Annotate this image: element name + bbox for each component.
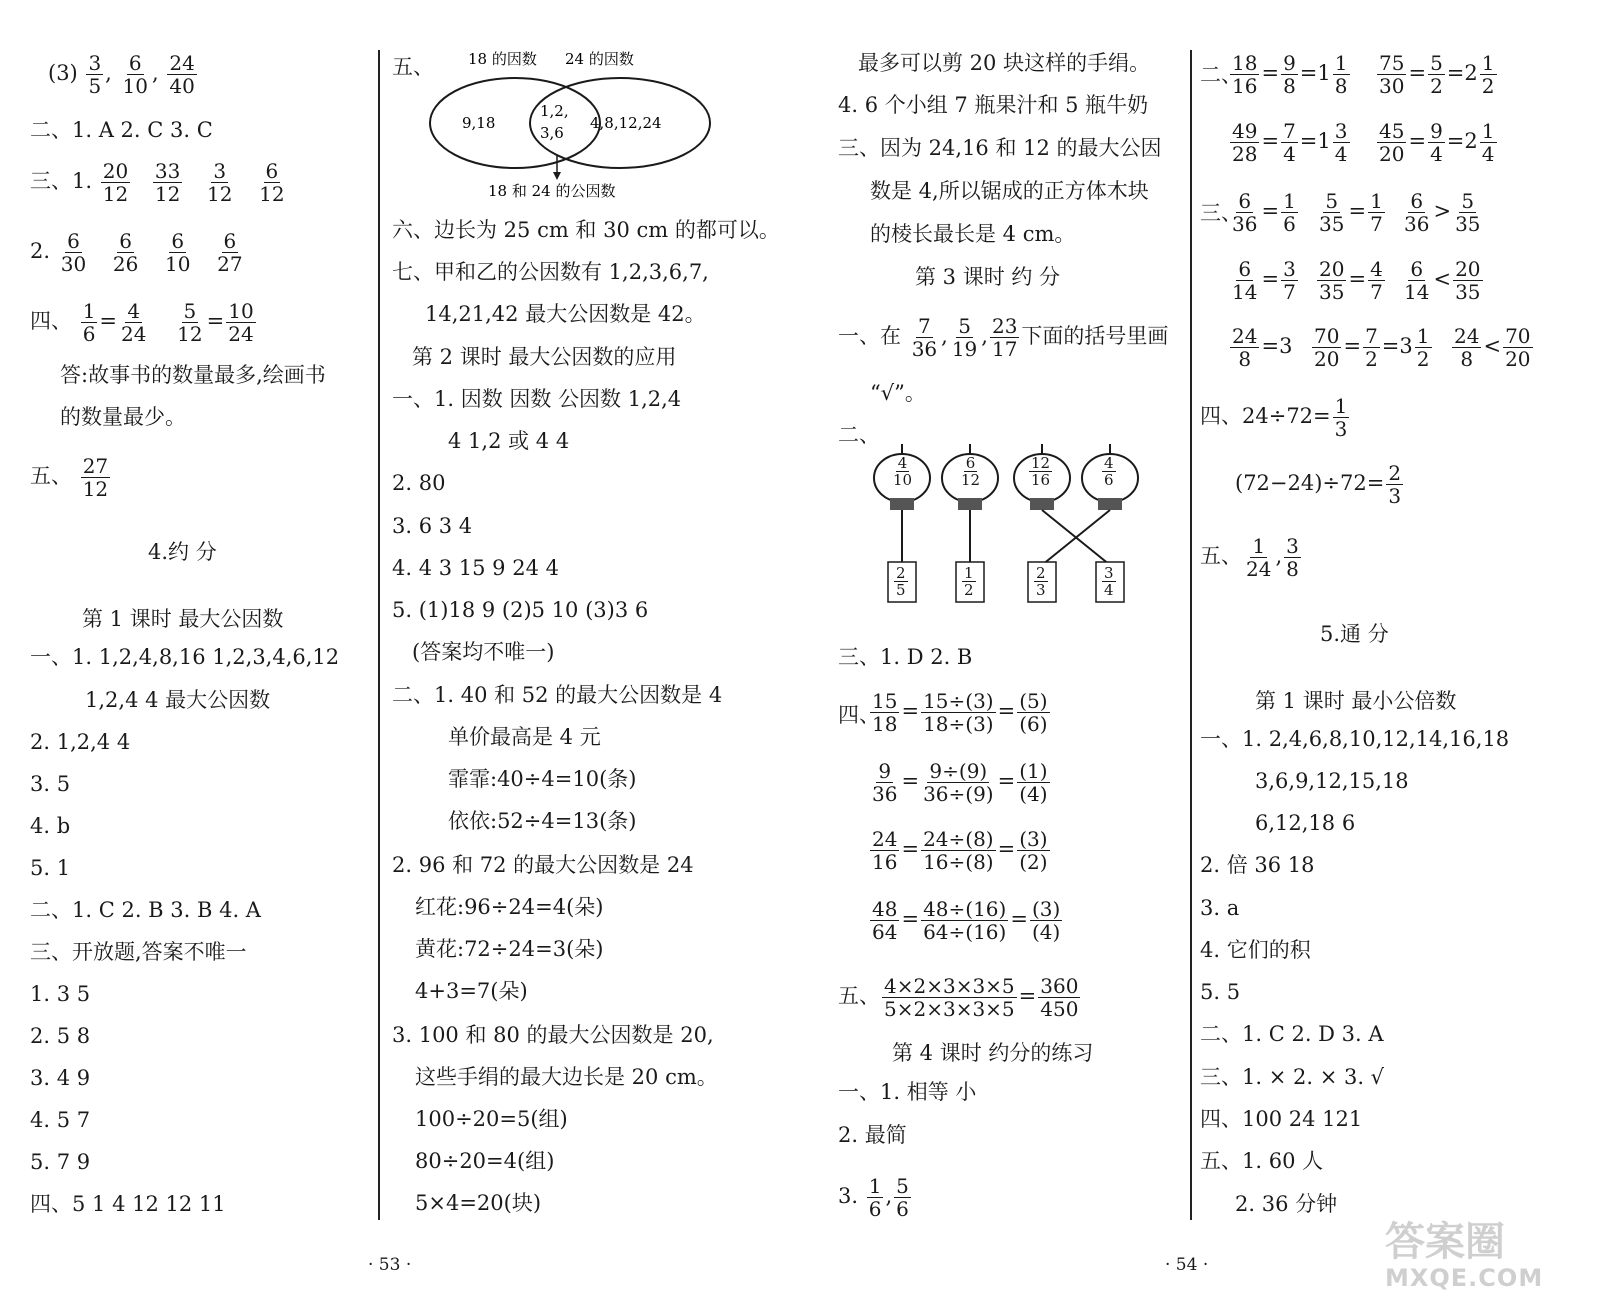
fraction: $\frac{5}{35}$ (1455, 189, 1481, 236)
fraction: $\frac{1}{7}$ (1370, 189, 1383, 236)
lantern-fraction: $\frac{4}{10}$ (893, 454, 913, 489)
answer-line: 4. b (30, 814, 71, 838)
fraction: $\frac{3}{4}$ (1334, 119, 1348, 166)
reduce-equation: $\frac{48}{64}$ = $\frac{48\div(16)}{64\div(16)}$ = $\frac{(3)}{(4)}$ (872, 897, 1061, 944)
fraction: $\frac{6}{12}$ (259, 159, 285, 206)
lesson-heading: 第 3 课时 约 分 (915, 265, 1061, 289)
answer-line: 2. 80 (392, 471, 446, 495)
fraction: $\frac{1}{4}$ (1481, 119, 1495, 166)
fraction: $\frac{5}{19}$ (951, 314, 978, 361)
answer-line: 四、 $\frac{1}{6}$ = $\frac{4}{24}$ $\frac{5}{12}$ = $\frac{10}{24}$ (30, 299, 254, 346)
answer-line: 二、 (1200, 63, 1242, 87)
fraction: $\frac{9}{4}$ (1430, 119, 1443, 166)
answer-line: 4. 4 3 15 9 24 4 (392, 556, 559, 580)
fraction: $\frac{4}{24}$ (121, 299, 147, 346)
fraction: $\frac{5}{35}$ (1319, 189, 1345, 236)
fraction: $\frac{1}{6}$ (868, 1174, 882, 1221)
fraction: $\frac{27}{12}$ (82, 454, 109, 501)
fraction: $\frac{6}{26}$ (112, 229, 139, 276)
reduce-equation: $\frac{15}{18}$ = $\frac{15\div(3)}{18\div(3)}$ = $\frac{(5)}{(6)}$ (872, 689, 1048, 736)
section-heading: 4.约 分 (148, 540, 217, 564)
page-number-left: · 53 · (368, 1255, 412, 1275)
answer-line: 五、1. 60 人 (1200, 1149, 1324, 1173)
answer-line: 五、 $\frac{4\times 2\times 3\times 3\times 5}{5\times 2\times 3\times 3\times 5}$ = $\frac{360}{450}$ (838, 974, 1079, 1021)
answer-line: 80÷20=4(组) (415, 1149, 555, 1173)
fraction: $\frac{9}{36}$ (872, 759, 898, 806)
fraction-equation: $\frac{70}{20}$ = $\frac{7}{2}$ =3 $\frac{1}{2}$ (1314, 324, 1430, 371)
fraction: $\frac{7}{2}$ (1365, 324, 1378, 371)
fraction: $\frac{1}{8}$ (1334, 51, 1348, 98)
answer-line: 2. $\frac{6}{30}$ $\frac{6}{26}$ $\frac{6}{10}$ $\frac{6}{27}$ (30, 229, 243, 276)
answer-line: 4. 5 7 (30, 1108, 91, 1132)
answer-line: 单价最高是 4 元 (448, 725, 601, 749)
answer-line: 4+3=7(朵) (415, 979, 528, 1003)
answer-line: 一、1. 相等 小 (838, 1080, 977, 1104)
fraction: $\frac{70}{20}$ (1314, 324, 1340, 371)
box-fraction: $\frac{2}{3}$ (1036, 564, 1046, 599)
fraction: $\frac{24}{8}$ (1232, 324, 1258, 371)
answer-line: 四、100 24 121 (1200, 1107, 1363, 1131)
answer-line: 4 1,2 或 4 4 (448, 429, 570, 453)
fraction: $\frac{1}{6}$ (82, 299, 96, 346)
fraction: $\frac{45}{20}$ (1379, 119, 1405, 166)
fraction: $\frac{7}{36}$ (911, 314, 938, 361)
answer-line: 4. 它们的积 (1200, 938, 1311, 962)
fraction-compare: $\frac{6}{14}$ < $\frac{20}{35}$ (1404, 257, 1481, 304)
fraction: $\frac{20}{12}$ (102, 159, 129, 206)
fraction: $\frac{4\times 2\times 3\times 3\times 5}{5\times 2\times 3\times 3\times 5}$ (884, 974, 1015, 1021)
answer-line: 2. 倍 36 18 (1200, 853, 1315, 877)
fraction-compare: $\frac{6}{36}$ = $\frac{1}{6}$ (1232, 189, 1296, 236)
lesson-heading: 第 1 课时 最大公因数 (82, 607, 284, 631)
answer-line: 3. 6 3 4 (392, 514, 473, 538)
fraction: $\frac{5}{2}$ (1430, 51, 1443, 98)
answer-line: “√”。 (870, 381, 926, 405)
fraction-equation: $\frac{18}{16}$ = $\frac{9}{8}$ =1 $\frac{1}{8}$ (1232, 51, 1348, 98)
answer-line: 五、 $\frac{1}{24}$ , $\frac{3}{8}$ (1200, 534, 1299, 581)
watermark-logo: 答案圈 MXQE.COM (1385, 1219, 1544, 1292)
fraction: $\frac{15}{18}$ (872, 689, 898, 736)
answer-line: 5. 1 (30, 856, 71, 880)
fraction-compare: $\frac{6}{14}$ = $\frac{3}{7}$ (1232, 257, 1296, 304)
fraction: $\frac{23}{17}$ (991, 314, 1018, 361)
fraction-equation: $\frac{75}{30}$ = $\frac{5}{2}$ =2 $\frac{1}{2}$ (1379, 51, 1495, 98)
fraction: $\frac{1}{2}$ (1416, 324, 1430, 371)
fraction: $\frac{75}{30}$ (1379, 51, 1405, 98)
answer-line: 2. 1,2,4 4 (30, 730, 131, 754)
fraction: $\frac{9}{8}$ (1283, 51, 1296, 98)
answer-line: 数是 4,所以锯成的正方体木块 (870, 179, 1149, 203)
answer-line: 一、1. 2,4,6,8,10,12,14,16,18 (1200, 727, 1510, 751)
fraction: $\frac{6}{10}$ (165, 229, 191, 276)
fraction: $\frac{1}{24}$ (1246, 534, 1272, 581)
answer-line: 4. 6 个小组 7 瓶果汁和 5 瓶牛奶 (838, 93, 1149, 117)
section-heading: 5.通 分 (1320, 622, 1389, 646)
fraction: $\frac{10}{24}$ (228, 299, 254, 346)
answer-line: 5. 5 (1200, 980, 1241, 1004)
fraction: $\frac{6}{36}$ (1404, 189, 1430, 236)
answer-line: 一、1. 1,2,4,8,16 1,2,3,4,6,12 (30, 645, 340, 669)
answer-line: 3. $\frac{1}{6}$ , $\frac{5}{6}$ (838, 1174, 909, 1221)
box-fraction: $\frac{2}{5}$ (896, 564, 906, 599)
answer-line: 二、 (838, 423, 880, 447)
venn-label-right: 24 的因数 (565, 50, 634, 68)
answer-line: 五、 $\frac{27}{12}$ (30, 454, 109, 501)
answer-line: 2. 最简 (838, 1123, 907, 1147)
answer-line: 依依:52÷4=13(条) (448, 809, 637, 833)
fraction: $\frac{24}{40}$ (169, 51, 195, 98)
answer-line: 2. 5 8 (30, 1024, 91, 1048)
fraction: $\frac{1}{2}$ (1481, 51, 1495, 98)
lesson-heading: 第 4 课时 约分的练习 (892, 1041, 1094, 1065)
answer-line: 三、 (1200, 201, 1242, 225)
fraction: $\frac{6}{14}$ (1232, 257, 1258, 304)
fraction: $\frac{18}{16}$ (1232, 51, 1258, 98)
answer-line: (3) $\frac{3}{5}$ , $\frac{6}{10}$ , $\frac{24}{40}$ (48, 51, 195, 98)
fraction-compare: $\frac{20}{35}$ = $\frac{4}{7}$ (1319, 257, 1383, 304)
answer-line: 2. 96 和 72 的最大公因数是 24 (392, 853, 694, 877)
fraction: $\frac{3}{8}$ (1286, 534, 1299, 581)
fraction: $\frac{9\div(9)}{36\div(9)}$ (923, 759, 994, 806)
fraction-equation: $\frac{45}{20}$ = $\frac{9}{4}$ =2 $\frac{1}{4}$ (1379, 119, 1495, 166)
reduce-equation: $\frac{24}{16}$ = $\frac{24\div(8)}{16\div(8)}$ = $\frac{(3)}{(2)}$ (872, 827, 1048, 874)
fraction: $\frac{20}{35}$ (1455, 257, 1481, 304)
fraction: $\frac{5}{6}$ (896, 1174, 909, 1221)
fraction-equation: $\frac{24}{8}$ =3 (1232, 324, 1293, 371)
answer-line: 5. (1)18 9 (2)5 10 (3)3 6 (392, 598, 649, 622)
fraction: $\frac{3}{12}$ (207, 159, 233, 206)
fraction: $\frac{5}{12}$ (177, 299, 203, 346)
fraction: $\frac{70}{20}$ (1505, 324, 1531, 371)
fraction: $\frac{6}{30}$ (60, 229, 87, 276)
fraction: $\frac{1}{6}$ (1283, 189, 1296, 236)
answer-line: 最多可以剪 20 块这样的手绢。 (858, 51, 1151, 75)
fraction: $\frac{4}{7}$ (1370, 257, 1383, 304)
answer-line: 三、1. × 2. × 3. √ (1200, 1065, 1385, 1089)
answer-line: 3. a (1200, 896, 1240, 920)
answer-line: 3. 100 和 80 的最大公因数是 20, (392, 1023, 714, 1047)
fraction-equation: $\frac{49}{28}$ = $\frac{7}{4}$ =1 $\frac{3}{4}$ (1232, 119, 1348, 166)
answer-line: (72−24)÷72= $\frac{2}{3}$ (1235, 461, 1402, 508)
fraction: $\frac{(1)}{(4)}$ (1019, 759, 1048, 806)
lesson-heading: 第 1 课时 最小公倍数 (1255, 689, 1457, 713)
answer-line: 四、24÷72= $\frac{1}{3}$ (1200, 394, 1348, 441)
venn-left-circle (430, 78, 600, 168)
fraction: $\frac{7}{4}$ (1283, 119, 1296, 166)
answer-line: 红花:96÷24=4(朵) (415, 895, 604, 919)
venn-diagram (420, 46, 720, 206)
answer-line: 霏霏:40÷4=10(条) (448, 767, 637, 791)
answer-line: 2. 36 分钟 (1235, 1192, 1338, 1216)
fraction: $\frac{49}{28}$ (1232, 119, 1258, 166)
answer-line: 五、 (392, 55, 434, 79)
fraction: $\frac{360}{450}$ (1040, 974, 1079, 1021)
venn-mid-values: 3,6 (540, 124, 564, 142)
answer-line: 100÷20=5(组) (415, 1107, 568, 1131)
answer-line: 5×4=20(块) (415, 1191, 542, 1215)
fraction: $\frac{6}{14}$ (1404, 257, 1430, 304)
venn-right-values: 4,8,12,24 (590, 114, 662, 132)
fraction-compare: $\frac{5}{35}$ = $\frac{1}{7}$ (1319, 189, 1383, 236)
fraction: $\frac{(3)}{(2)}$ (1019, 827, 1048, 874)
box-fraction: $\frac{1}{2}$ (964, 564, 974, 599)
answer-line: (答案均不唯一) (412, 640, 555, 664)
column-divider (1190, 50, 1192, 1220)
page-number-right: · 54 · (1165, 1255, 1209, 1275)
answer-line: 二、1. C 2. B 3. B 4. A (30, 898, 261, 922)
venn-label-left: 18 的因数 (468, 50, 537, 68)
fraction: $\frac{3}{7}$ (1283, 257, 1296, 304)
answer-line: 三、1. D 2. B (838, 645, 973, 669)
fraction: $\frac{15\div(3)}{18\div(3)}$ (923, 689, 994, 736)
answer-line: 二、1. C 2. D 3. A (1200, 1022, 1384, 1046)
lantern-icon (1042, 444, 1138, 565)
fraction: $\frac{3}{5}$ (88, 51, 102, 98)
answer-line: 一、1. 因数 因数 公因数 1,2,4 (392, 387, 682, 411)
answer-line: 5. 7 9 (30, 1150, 91, 1174)
fraction: $\frac{6}{36}$ (1232, 189, 1258, 236)
venn-label-bottom: 18 和 24 的公因数 (488, 182, 616, 200)
answer-line: 3. 4 9 (30, 1066, 91, 1090)
column-divider (378, 50, 380, 1220)
answer-line: 七、甲和乙的公因数有 1,2,3,6,7, (392, 260, 709, 284)
reduce-equation: $\frac{9}{36}$ = $\frac{9\div(9)}{36\div(9)}$ = $\frac{(1)}{(4)}$ (872, 759, 1048, 806)
answer-line: 一、在 $\frac{7}{36}$ , $\frac{5}{19}$ , $\frac{23}{17}$ 下面的括号里画 (838, 314, 1169, 361)
answer-line: 1. 3 5 (30, 982, 91, 1006)
answer-line: 三、1. $\frac{20}{12}$ $\frac{33}{12}$ $\frac{3}{12}$ $\frac{6}{12}$ (30, 159, 285, 206)
answer-line: 3. 5 (30, 772, 71, 796)
answer-line: 14,21,42 最大公因数是 42。 (425, 302, 706, 326)
answer-line: 的棱长最长是 4 cm。 (870, 222, 1076, 246)
fraction-compare: $\frac{24}{8}$ < $\frac{70}{20}$ (1454, 324, 1531, 371)
answer-line: 3,6,9,12,15,18 (1255, 769, 1409, 793)
fraction: $\frac{33}{12}$ (154, 159, 181, 206)
fraction: $\frac{(5)}{(6)}$ (1019, 689, 1048, 736)
fraction: $\frac{48}{64}$ (872, 897, 898, 944)
answer-line: 这些手绢的最大边长是 20 cm。 (415, 1065, 718, 1089)
answer-line: 三、开放题,答案不唯一 (30, 940, 247, 964)
venn-left-values: 9,18 (462, 114, 496, 132)
answer-line: 四、5 1 4 12 12 11 (30, 1192, 226, 1216)
venn-mid-values: 1,2, (540, 102, 569, 120)
fraction: $\frac{6}{27}$ (217, 229, 243, 276)
arrow-head-icon (553, 172, 561, 180)
answer-line: 6,12,18 6 (1255, 811, 1356, 835)
fraction: $\frac{24\div(8)}{16\div(8)}$ (923, 827, 994, 874)
answer-line: 六、边长为 25 cm 和 30 cm 的都可以。 (392, 218, 780, 242)
answer-line: 二、1. A 2. C 3. C (30, 118, 213, 142)
answer-line: 三、因为 24,16 和 12 的最大公因 (838, 136, 1162, 160)
answer-line: 的数量最少。 (60, 405, 186, 429)
fraction: $\frac{(3)}{(4)}$ (1031, 897, 1061, 944)
answer-line: 二、1. 40 和 52 的最大公因数是 4 (392, 683, 723, 707)
fraction: $\frac{1}{3}$ (1334, 394, 1348, 441)
fraction: $\frac{20}{35}$ (1319, 257, 1345, 304)
lantern-fraction: $\frac{6}{12}$ (961, 454, 981, 489)
answer-line: 黄花:72÷24=3(朵) (415, 937, 604, 961)
fraction: $\frac{48\div(16)}{64\div(16)}$ (923, 897, 1007, 944)
lantern-fraction: $\frac{12}{16}$ (1031, 454, 1051, 489)
fraction-compare: $\frac{6}{36}$ > $\frac{5}{35}$ (1404, 189, 1481, 236)
fraction: $\frac{24}{16}$ (872, 827, 898, 874)
lantern-fraction: $\frac{4}{6}$ (1104, 454, 1114, 489)
fraction: $\frac{24}{8}$ (1454, 324, 1480, 371)
answer-line: 答:故事书的数量最多,绘画书 (60, 363, 326, 387)
answer-line: 四、 (838, 703, 880, 727)
fraction: $\frac{6}{10}$ (122, 51, 148, 98)
lesson-heading: 第 2 课时 最大公因数的应用 (412, 345, 677, 369)
box-fraction: $\frac{3}{4}$ (1104, 564, 1114, 599)
answer-line: 1,2,4 4 最大公因数 (85, 688, 271, 712)
fraction: $\frac{2}{3}$ (1388, 461, 1402, 508)
